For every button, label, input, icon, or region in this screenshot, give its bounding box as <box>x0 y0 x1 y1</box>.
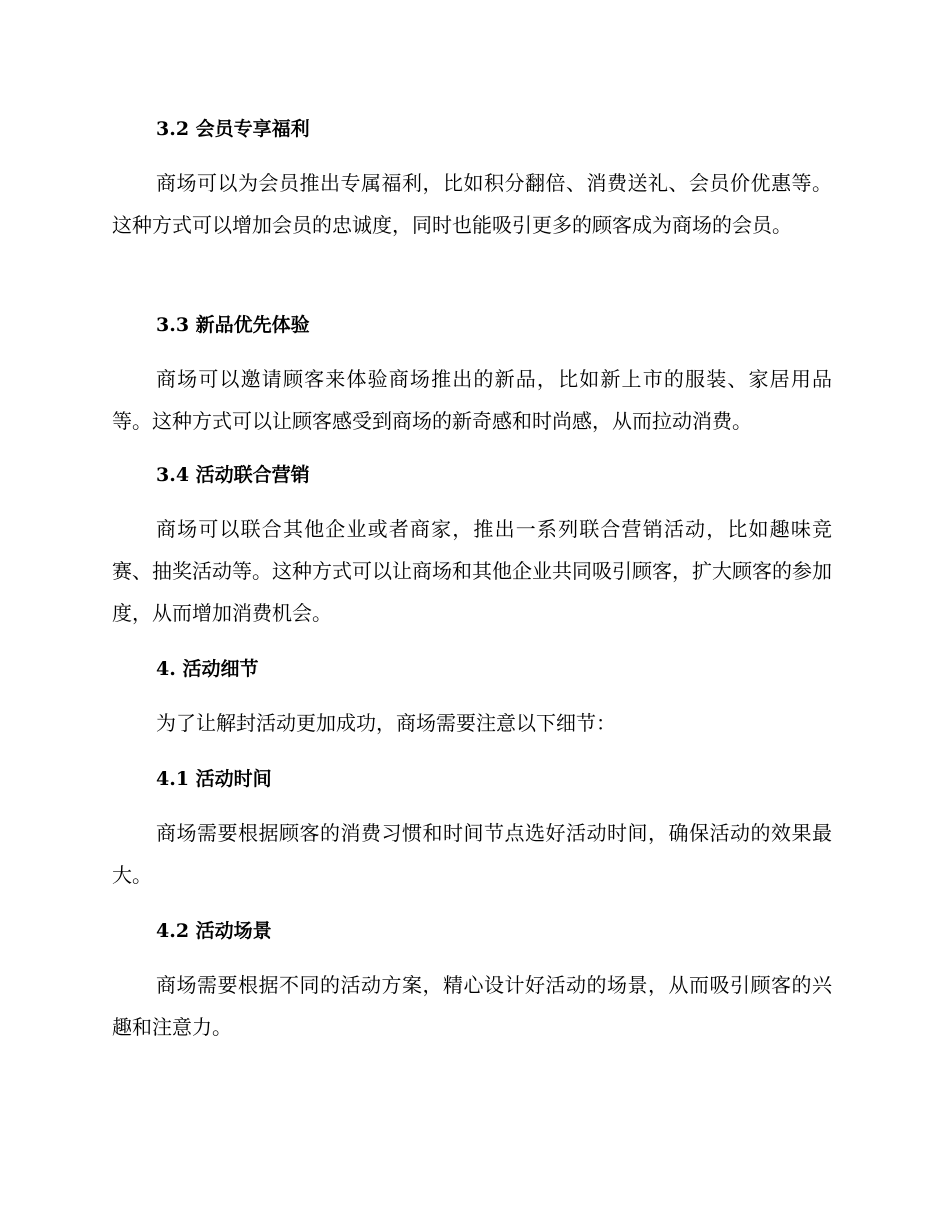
section-paragraph-4-2: 商场需要根据不同的活动方案，精心设计好活动的场景，从而吸引顾客的兴趣和注意力。 <box>112 973 832 1039</box>
section-heading-4: 4. 活动细节 <box>156 658 259 680</box>
section-paragraph-3-4: 商场可以联合其他企业或者商家，推出一系列联合营销活动，比如趣味竞赛、抽奖活动等。这种方式可以让商场和其他企业共同吸引顾客，扩大顾客的参加度，从而增加消费机会。 <box>112 517 832 625</box>
section-heading-4-2: 4.2 活动场景 <box>156 920 272 942</box>
section-heading-3-3: 3.3 新品优先体验 <box>156 314 310 336</box>
section-paragraph-3-2: 商场可以为会员推出专属福利，比如积分翻倍、消费送礼、会员价优惠等。这种方式可以增加会员的忠诚度，同时也能吸引更多的顾客成为商场的会员。 <box>112 171 832 237</box>
section-heading-3-4: 3.4 活动联合营销 <box>156 464 310 486</box>
section-paragraph-4-1: 商场需要根据顾客的消费习惯和时间节点选好活动时间，确保活动的效果最大。 <box>112 821 832 887</box>
section-paragraph-3-3: 商场可以邀请顾客来体验商场推出的新品，比如新上市的服装、家居用品等。这种方式可以让顾客感受到商场的新奇感和时尚感，从而拉动消费。 <box>112 367 832 433</box>
section-paragraph-4: 为了让解封活动更加成功，商场需要注意以下细节： <box>156 711 616 735</box>
section-heading-4-1: 4.1 活动时间 <box>156 768 272 790</box>
section-heading-3-2: 3.2 会员专享福利 <box>156 118 310 140</box>
